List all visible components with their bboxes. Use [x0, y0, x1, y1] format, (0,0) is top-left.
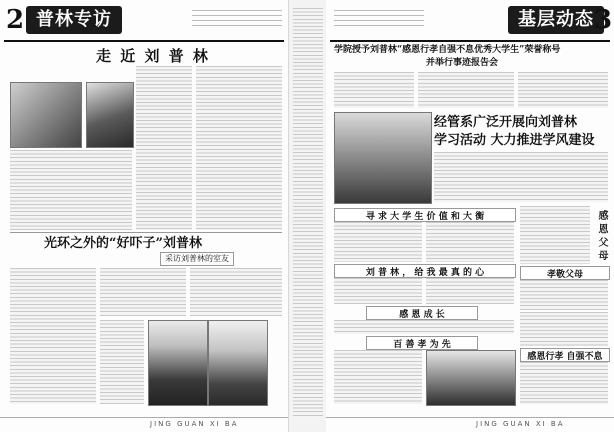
big-article [434, 152, 608, 202]
section-title: 普林专访 [26, 6, 122, 34]
subhead-1: 寻 求 大 学 生 价 值 和 大 衡 [334, 208, 516, 222]
side-col2 [520, 280, 608, 310]
subhead-3: 感 恩 成 长 [366, 306, 478, 320]
top-article-col2 [418, 72, 514, 108]
left-banner [4, 4, 284, 38]
article-column-1 [136, 66, 192, 230]
sub2-col1 [334, 278, 422, 304]
right-page [326, 0, 614, 432]
feature-column-3 [190, 268, 282, 316]
sub1-col1 [334, 222, 422, 262]
sub4-text [334, 350, 422, 404]
right-banner [330, 4, 613, 38]
top-article-col3 [518, 72, 608, 108]
photo-group-outdoor [148, 320, 208, 406]
left-page [0, 0, 288, 432]
footer-label: JING GUAN XI BA [150, 420, 239, 428]
feature-column-2 [100, 268, 186, 316]
article-column-2 [196, 66, 282, 230]
sub2-col2 [426, 278, 514, 304]
feature-subtitle: 采访刘普林的室友 [160, 252, 234, 266]
header-rule [4, 40, 284, 42]
right-footer [326, 417, 614, 430]
footer-label-right: JING GUAN XI BA [476, 420, 565, 428]
article-column-intro [10, 150, 132, 230]
subhead-2: 刘 普 林 ， 给 我 最 真 的 心 [334, 264, 516, 278]
center-gutter [288, 0, 328, 432]
side-heading-vertical: 感 恩 父 母 [596, 210, 607, 261]
sub1-col2 [426, 222, 514, 262]
photo-meeting [334, 112, 432, 204]
feature-column-1 [10, 268, 96, 404]
divider [10, 232, 282, 233]
side-col1 [520, 206, 590, 264]
top-headline: 学院授予刘普林“感恩行孝自强不息优秀大学生”荣誉称号 [334, 45, 561, 55]
photo-roommates [208, 320, 268, 406]
big-headline-2: 学习活动 大力推进学风建设 [434, 133, 595, 148]
page-number: 2 [6, 5, 25, 35]
page-number-right: 3 [594, 5, 613, 35]
feature-headline: 光环之外的“好吓子”刘普林 [44, 236, 202, 251]
masthead-info-right [334, 10, 424, 28]
side-heading-2: 孝敬父母 [520, 266, 610, 280]
left-footer [0, 417, 288, 430]
side-col4 [520, 362, 608, 404]
header-rule-right [330, 40, 610, 42]
photo-portrait [86, 82, 134, 148]
top-headline-2: 并举行事迹报告会 [426, 58, 499, 68]
main-headline: 走 近 刘 普 林 [96, 47, 210, 65]
photo-audience [426, 350, 516, 406]
section-title-right: 基层动态 [508, 6, 604, 34]
gutter-text [293, 8, 323, 418]
masthead-info [192, 10, 282, 28]
photo-student-study [10, 82, 82, 148]
top-article-col1 [334, 72, 414, 108]
side-col3 [520, 312, 608, 346]
subhead-4: 百 善 孝 为 先 [366, 336, 478, 350]
sub3-text [334, 320, 514, 334]
big-headline: 经管系广泛开展向刘普林 [434, 115, 578, 130]
feature-column-4 [100, 320, 144, 404]
side-heading-3: 感恩行孝 自强不息 [520, 348, 610, 362]
